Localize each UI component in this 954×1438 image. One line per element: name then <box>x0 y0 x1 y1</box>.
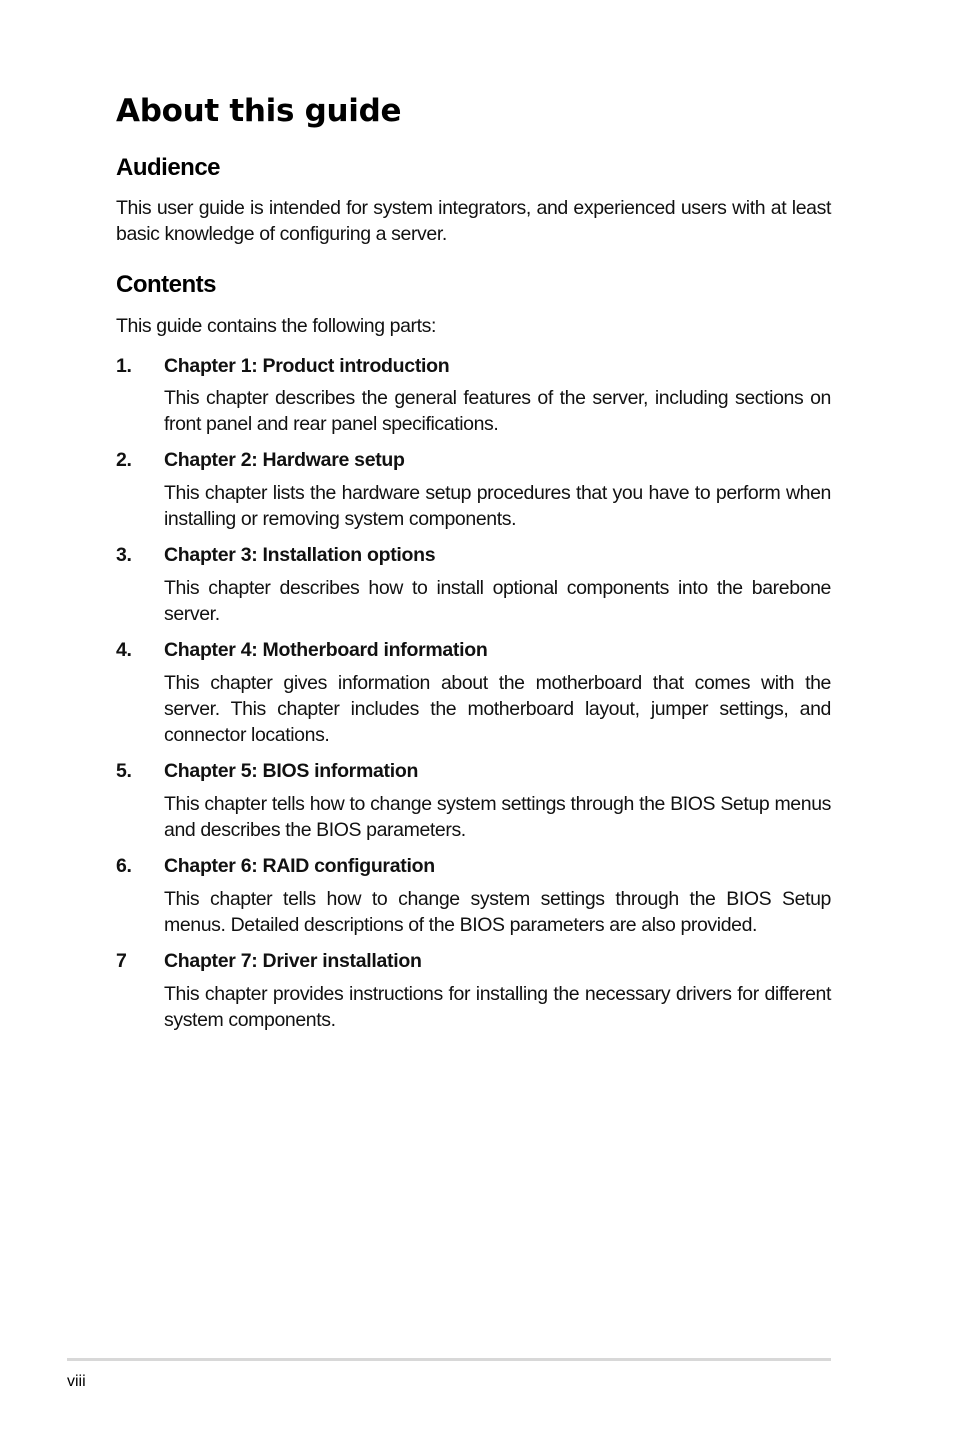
contents-heading: Contents <box>116 271 216 298</box>
chapter-1-description: This chapter describes the general features of the server, including sections on front panel and rear panel specifications. <box>164 387 831 435</box>
chapter-title-text: Chapter 1: Product introduction <box>164 355 450 377</box>
chapter-number: 1. <box>116 355 132 377</box>
chapter-6-description: This chapter tells how to change system settings through the BIOS Setup menus. Detailed descriptions of the BIOS parameters are also provided. <box>164 888 831 936</box>
chapter-title-text: Chapter 6: RAID configuration <box>164 855 435 877</box>
page-number: viii <box>67 1373 86 1390</box>
chapter-3-description: This chapter describes how to install optional components into the barebone server. <box>164 577 831 625</box>
chapter-number: 2. <box>116 449 132 471</box>
chapter-number: 7 <box>116 950 127 972</box>
chapter-title-text: Chapter 7: Driver installation <box>164 950 422 972</box>
chapter-number: 4. <box>116 639 132 661</box>
footer-divider <box>67 1358 831 1361</box>
chapter-4-description: This chapter gives information about the motherboard that comes with the server. This chapter includes the motherboard layout, jumper settings, and connector locations. <box>164 672 831 746</box>
audience-heading: Audience <box>116 154 221 181</box>
chapter-7-description: This chapter provides instructions for installing the necessary drivers for different system components. <box>164 983 831 1031</box>
chapter-title-text: Chapter 3: Installation options <box>164 544 436 566</box>
audience-text: This user guide is intended for system integrators, and experienced users with at least basic knowledge of configuring a server. <box>116 197 831 245</box>
chapter-2-description: This chapter lists the hardware setup procedures that you have to perform when installing or removing system components. <box>164 482 831 530</box>
page-title: About this guide <box>116 93 402 129</box>
chapter-number: 5. <box>116 760 132 782</box>
chapter-title-text: Chapter 2: Hardware setup <box>164 449 405 471</box>
chapter-5-description: This chapter tells how to change system settings through the BIOS Setup menus and describes the BIOS parameters. <box>164 793 831 841</box>
chapter-number: 6. <box>116 855 132 877</box>
chapter-number: 3. <box>116 544 132 566</box>
chapter-title-text: Chapter 4: Motherboard information <box>164 639 488 661</box>
chapter-title-text: Chapter 5: BIOS information <box>164 760 419 782</box>
contents-intro: This guide contains the following parts: <box>116 315 437 337</box>
